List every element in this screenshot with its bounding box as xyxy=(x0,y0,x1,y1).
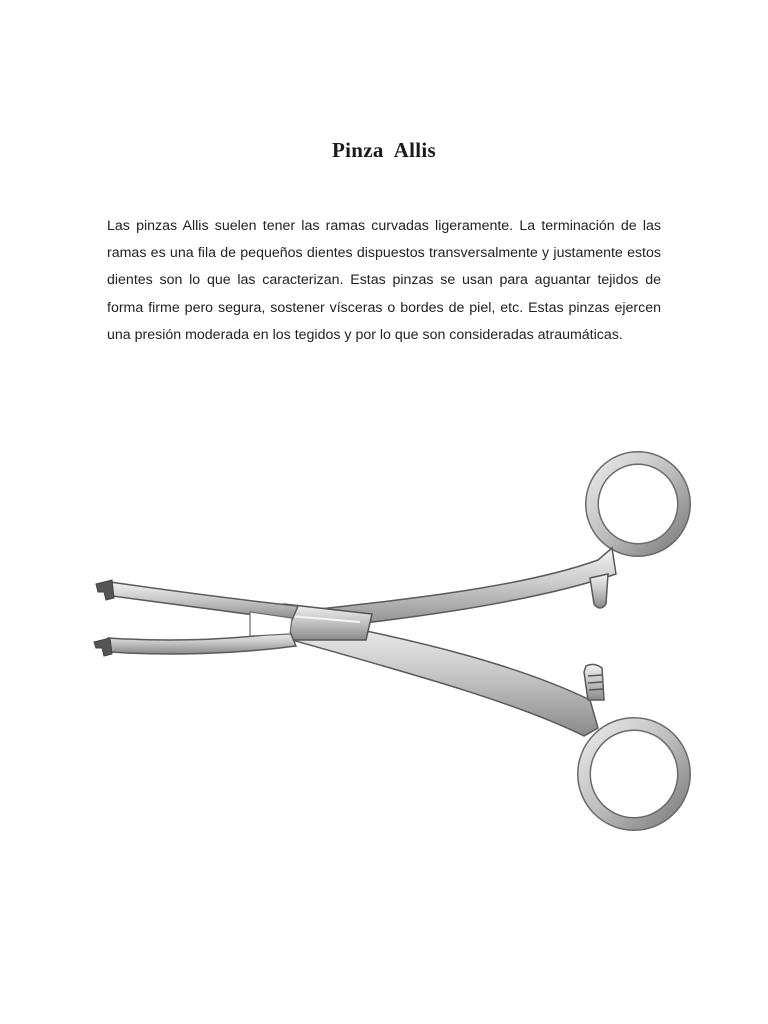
lower-finger-ring xyxy=(584,724,684,824)
upper-finger-ring xyxy=(592,458,684,550)
description-paragraph: Las pinzas Allis suelen tener las ramas curvadas ligeramente. La terminación de las ramas es una fila de pequeños dientes dispuestos transversalmente y justamente estos dientes son lo que las caracterizan. Estas pinzas se usan para aguantar tejidos de forma firme pero segura, sostener vísceras o bordes de piel, etc. Estas pinzas ejercen una presión moderada en los tegidos y por lo que son consideradas atraumáticas. xyxy=(107,218,661,343)
page-title: Pinza Allis xyxy=(332,138,436,162)
allis-forceps-image xyxy=(88,448,700,840)
